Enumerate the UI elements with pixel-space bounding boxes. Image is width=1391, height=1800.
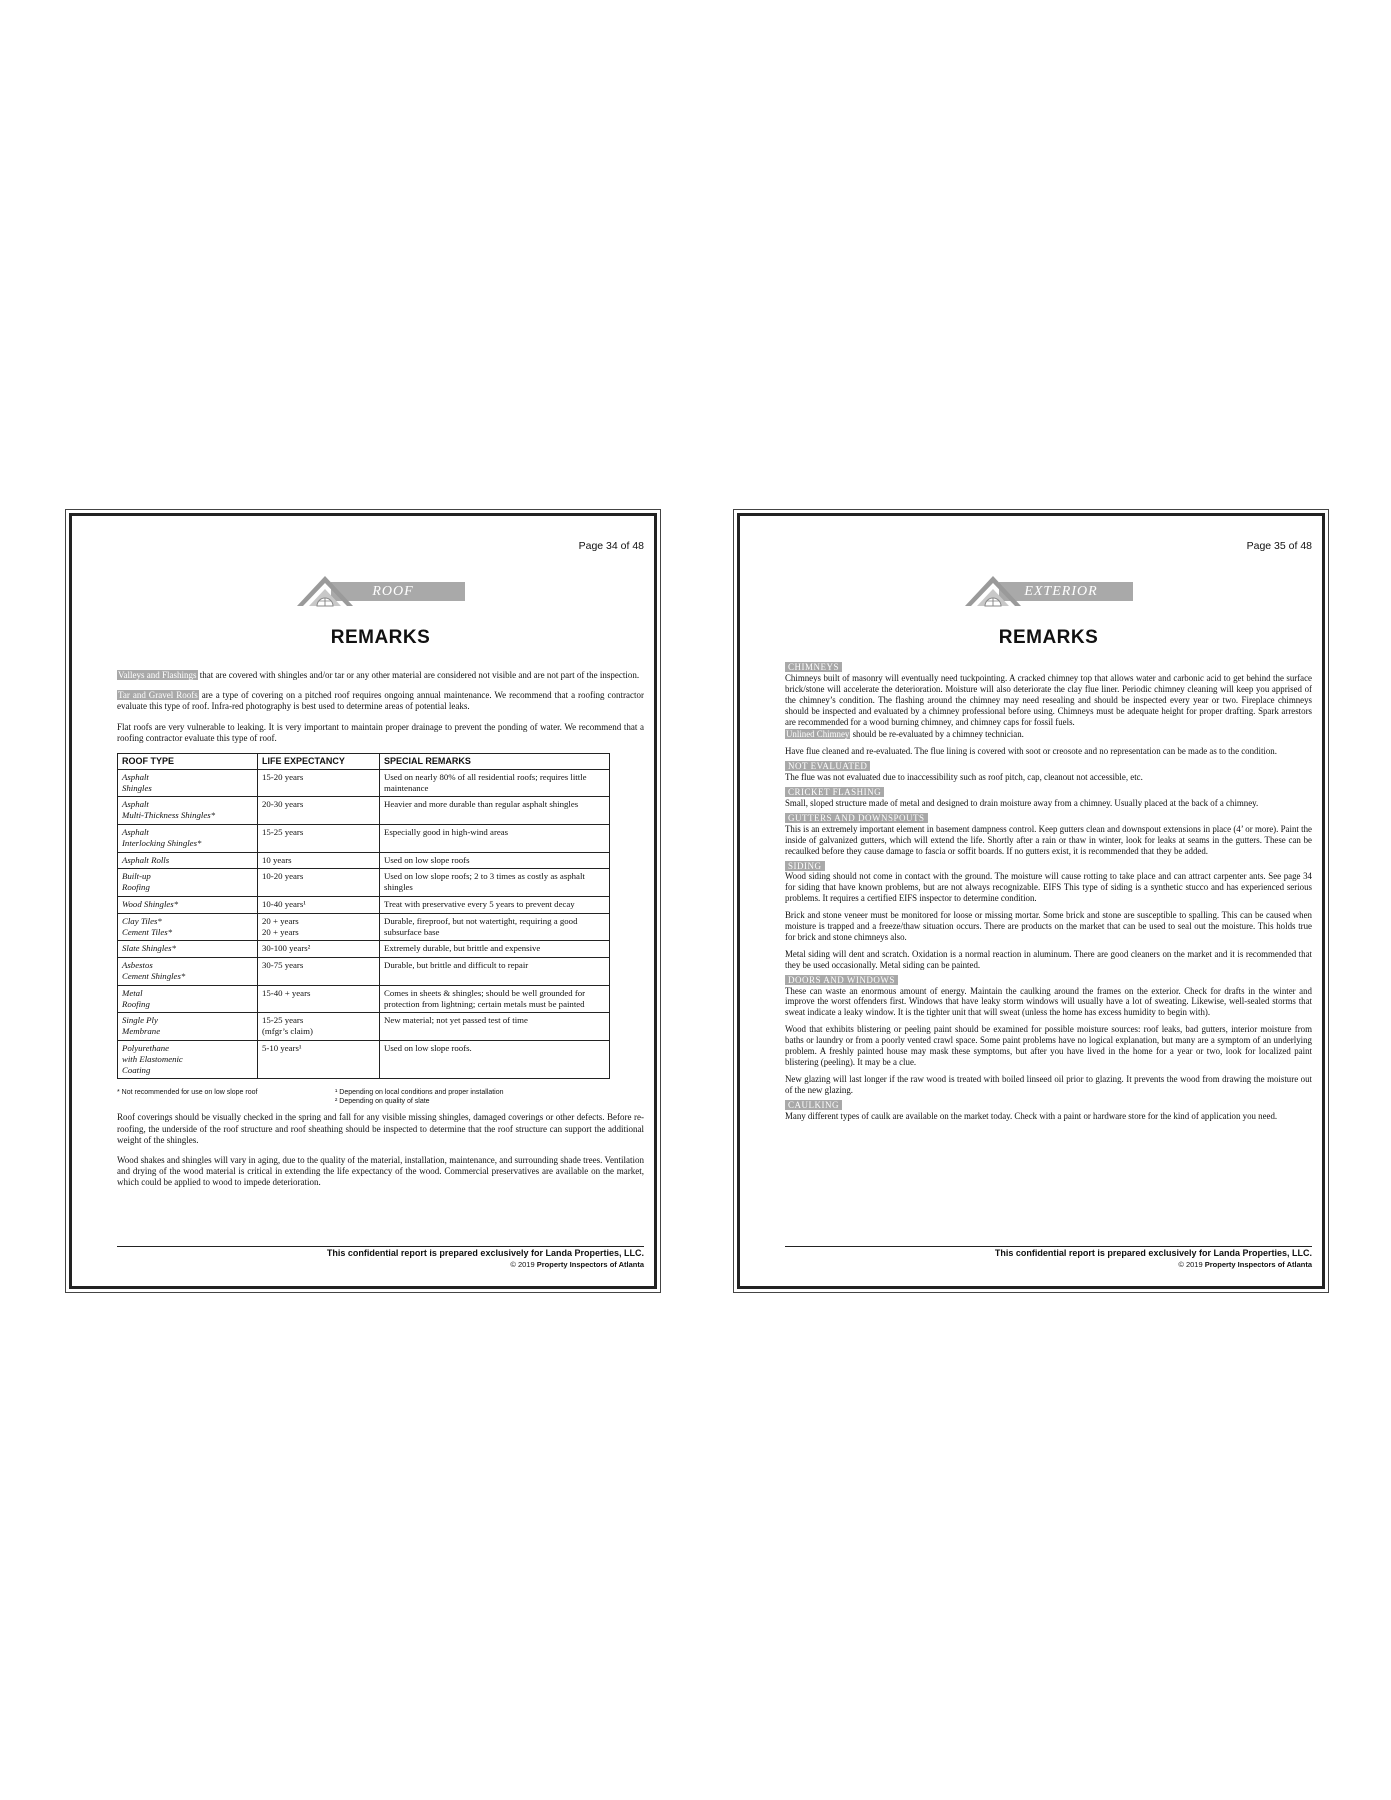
page-title: REMARKS (330, 627, 431, 648)
paragraph-siding-metal: Metal siding will dent and scratch. Oxidation is a normal reaction in aluminum. There are good cleaners on the market and it is recommended that they be used occasionally. Metal siding can be painted. (785, 948, 1312, 970)
section-heading-doors-windows: DOORS AND WINDOWS (785, 975, 898, 985)
paragraph-siding-wood: Wood siding should not come in contact with the ground. The moisture will cause rotting to take place and can attract carpenter ants. See page 34 for siding that have known problems, but are not always recognizable. EIFS This type of siding is a synthetic stucco and has experienced serious problems. It requires a certified EIFS inspector to determine condition. (785, 871, 1312, 904)
footnote-2: ² Depending on quality of slate (335, 1098, 430, 1106)
section-heading-cricket: CRICKET FLASHING (785, 787, 884, 797)
table-cell-type: Polyurethane with Elastomenic Coating (118, 1040, 258, 1078)
table-cell-type: Slate Shingles* (118, 941, 258, 958)
table-row (118, 985, 610, 1013)
section-banner (963, 570, 1133, 610)
table-cell-life: 15-20 years (258, 769, 380, 797)
footer-confidential: This confidential report is prepared exclusively for Landa Properties, LLC. (994, 1248, 1312, 1258)
table-cell-remarks: Used on low slope roofs (380, 852, 610, 869)
paragraph-flat-roofs: Flat roofs are very vulnerable to leaking. It is very important to maintain proper drainage to prevent the ponding of water. We recommend that a roofing contractor evaluate this type of roof. (117, 721, 644, 743)
table-row (118, 896, 610, 913)
remarks-body (117, 670, 644, 1189)
footer-confidential: This confidential report is prepared exclusively for Landa Properties, LLC. (326, 1248, 644, 1258)
table-cell-type: Asphalt Rolls (118, 852, 258, 869)
paragraph-caulking: Many different types of caulk are available on the market today. Check with a paint or hardware store for the kind of application you need. (785, 1110, 1278, 1121)
paragraph-valleys: Valleys and Flashings that are covered with shingles and/or tar or any other material are considered not visible and are not part of the inspection. (118, 670, 640, 680)
banner-label: ROOF (372, 584, 414, 599)
table-cell-life: 5-10 years¹ (258, 1040, 380, 1078)
report-page-34 (69, 513, 657, 1289)
table-cell-remarks: Durable, fireproof, but not watertight, requiring a good subsurface base (380, 913, 610, 941)
section-heading-not-evaluated: NOT EVALUATED (785, 761, 870, 771)
table-cell-life: 30-75 years (258, 958, 380, 986)
highlight-term: Unlined Chimney (786, 729, 850, 740)
table-cell-type: Asphalt Shingles (118, 769, 258, 797)
footnote-numbered (335, 1088, 504, 1106)
page-number: Page 34 of 48 (578, 540, 644, 552)
footer-copyright: © 2019 Property Inspectors of Atlanta (510, 1260, 644, 1269)
footer-rule (117, 1246, 644, 1247)
paragraph-not-evaluated: The flue was not evaluated due to inaccessibility such as roof pitch, cap, cleanout not accessible, etc. (785, 772, 1143, 783)
table-cell-type: Single Ply Membrane (118, 1013, 258, 1041)
highlight-term: Tar and Gravel Roofs (118, 690, 198, 701)
paragraph-cricket: Small, sloped structure made of metal and designed to drain moisture away from a chimney. Usually placed at the back of a chimney. (785, 797, 1259, 808)
paragraph-unlined: Unlined Chimney should be re-evaluated by a chimney technician. (786, 729, 1024, 740)
table-cell-remarks: Used on low slope roofs. (380, 1040, 610, 1078)
table-cell-life: 15-25 years (258, 825, 380, 853)
table-header-row (118, 754, 610, 770)
section-heading-chimneys: CHIMNEYS (785, 662, 842, 672)
section-heading-siding: SIDING (785, 861, 825, 871)
page-title: REMARKS (998, 627, 1099, 648)
table-footnotes (117, 1088, 644, 1112)
table-row (118, 869, 610, 897)
section-heading-gutters: GUTTERS AND DOWNSPOUTS (785, 813, 928, 823)
table-row (118, 797, 610, 825)
table-cell-remarks: New material; not yet passed test of time (380, 1013, 610, 1041)
table-row (118, 1040, 610, 1078)
paragraph-chimneys: Chimneys built of masonry will eventually need tuckpointing. A cracked chimney top that allows water and carbonic acid to get behind the surface brick/stone will accelerate the deterioration. Moisture will also deteriorate the clay flue liner. Periodic chimney cleaning will keep you apprised of the chimney’s condition. The flashing around the chimney may need resealing and should be inspected every year or two. Fireplace chimneys should be inspected and evaluated by a chimney professional before using. Chimneys must be adequate height for proper drafting. Spark arrestors are recommended for a wood burning chimney, and chimney caps for fossil fuels. (785, 672, 1312, 727)
table-cell-life: 15-40 + years (258, 985, 380, 1013)
highlight-term: Valleys and Flashings (118, 670, 197, 680)
table-cell-life: 15-25 years (mfgr’s claim) (258, 1013, 380, 1041)
table-cell-remarks: Heavier and more durable than regular asphalt shingles (380, 797, 610, 825)
column-header: LIFE EXPECTANCY (258, 754, 380, 770)
column-header: SPECIAL REMARKS (380, 754, 610, 770)
section-heading-caulking: CAULKING (785, 1100, 842, 1110)
table-row (118, 852, 610, 869)
table-cell-remarks: Durable, but brittle and difficult to repair (380, 958, 610, 986)
table-cell-remarks: Used on low slope roofs; 2 to 3 times as costly as asphalt shingles (380, 869, 610, 897)
table-row (118, 913, 610, 941)
table-cell-life: 10-40 years¹ (258, 896, 380, 913)
paragraph-roof-coverings: Roof coverings should be visually checked in the spring and fall for any visible missing shingles, damaged coverings or other defects. Before re-roofing, the underside of the roof structure and roof sheathing should be inspected to determine that the roof structure can support the additional weight of the shingles. (117, 1112, 644, 1145)
column-header: ROOF TYPE (118, 754, 258, 770)
table-cell-type: Wood Shingles* (118, 896, 258, 913)
paragraph-doors-glazing: New glazing will last longer if the raw wood is treated with boiled linseed oil prior to glazing. It prevents the wood from drawing the moisture out of the new glazing. (785, 1073, 1312, 1095)
table-cell-type: Metal Roofing (118, 985, 258, 1013)
table-cell-type: Clay Tiles* Cement Tiles* (118, 913, 258, 941)
table-cell-remarks: Treat with preservative every 5 years to prevent decay (380, 896, 610, 913)
table-row (118, 958, 610, 986)
report-page-35 (737, 513, 1325, 1289)
table-cell-life: 10-20 years (258, 869, 380, 897)
roof-life-table (117, 753, 610, 1079)
paragraph-siding-brick: Brick and stone veneer must be monitored for loose or missing mortar. Some brick and stone are susceptible to spalling. This can be caused when moisture is trapped and a freeze/thaw situation occurs. There are products on the market that can be used to seal out the moisture. This holds true for brick and stone chimneys also. (785, 910, 1312, 942)
footer-rule (785, 1246, 1312, 1247)
paragraph-doors-paint: Wood that exhibits blistering or peeling paint should be examined for possible moisture sources: roof leaks, bad gutters, interior moisture from baths or laundry or from a poorly vented crawl space. Some paint problems have no logical explanation, but many are a symptom of an underlying problem. A freshly painted house may mask these symptoms, but after you have lived in the home for a year or two, look for localized paint blistering (peeling). It may be a clue. (785, 1024, 1312, 1067)
table-cell-remarks: Used on nearly 80% of all residential roofs; requires little maintenance (380, 769, 610, 797)
paragraph-doors-energy: These can waste an enormous amount of energy. Maintain the caulking around the frames on the exterior. Check for drafts in the winter and improve the worst offenders first. Windows that have leaky storm windows will usually have a lot of sweating. Likewise, well-sealed storms that sweat indicate a leaky window. It is the tighter unit that will sweat (unless the home has excess humidity to begin with). (785, 985, 1312, 1018)
paragraph-wood-shakes: Wood shakes and shingles will vary in aging, due to the quality of the material, installation, maintenance, and surrounding shade trees. Ventilation and drying of the wood material is critical in extending the life expectancy of the wood. Commercial preservatives are available on the market, which could be applied to wood to impede deterioration. (117, 1154, 644, 1188)
table-row (118, 825, 610, 853)
table-cell-type: Built-up Roofing (118, 869, 258, 897)
table-cell-type: Asbestos Cement Shingles* (118, 958, 258, 986)
footer-copyright: © 2019 Property Inspectors of Atlanta (1178, 1260, 1312, 1269)
table-cell-remarks: Comes in sheets & shingles; should be well grounded for protection from lightning; certain metals must be painted (380, 985, 610, 1013)
table-cell-life: 30-100 years² (258, 941, 380, 958)
table-cell-life: 20 + years 20 + years (258, 913, 380, 941)
remarks-body (785, 660, 1312, 1122)
section-banner (295, 570, 465, 610)
table-row (118, 941, 610, 958)
banner-label: EXTERIOR (1024, 584, 1098, 599)
table-row (118, 769, 610, 797)
page-number: Page 35 of 48 (1246, 540, 1312, 552)
paragraph-flue: Have flue cleaned and re-evaluated. The flue lining is covered with soot or creosote and no representation can be made as to the condition. (785, 746, 1277, 757)
table-body (118, 769, 610, 1079)
table-cell-life: 20-30 years (258, 797, 380, 825)
paragraph-tar-gravel: Tar and Gravel Roofs are a type of covering on a pitched roof requires ongoing annual maintenance. We recommend that a roofing contractor evaluate this type of roof. Infra-red photography is best used to determine areas of potential leaks. (117, 690, 644, 712)
table-cell-remarks: Especially good in high-wind areas (380, 825, 610, 853)
table-cell-type: Asphalt Interlocking Shingles* (118, 825, 258, 853)
table-cell-remarks: Extremely durable, but brittle and expensive (380, 941, 610, 958)
paragraph-gutters: This is an extremely important element in basement dampness control. Keep gutters clean and downspout extensions in place (4’ or more). Paint the inside of galvanized gutters, which will extend the life. Shortly after a rain or thaw in winter, look for leaks at seams in the gutters. These can be recaulked before they cause damage to fascia or soffit boards. If no gutters exist, it is recommended that they be added. (785, 823, 1312, 856)
table-cell-type: Asphalt Multi-Thickness Shingles* (118, 797, 258, 825)
table-cell-life: 10 years (258, 852, 380, 869)
footnote-star: * Not recommended for use on low slope roof (117, 1089, 258, 1097)
table-row (118, 1013, 610, 1041)
footnote-1: ¹ Depending on local conditions and proper installation (335, 1089, 504, 1097)
